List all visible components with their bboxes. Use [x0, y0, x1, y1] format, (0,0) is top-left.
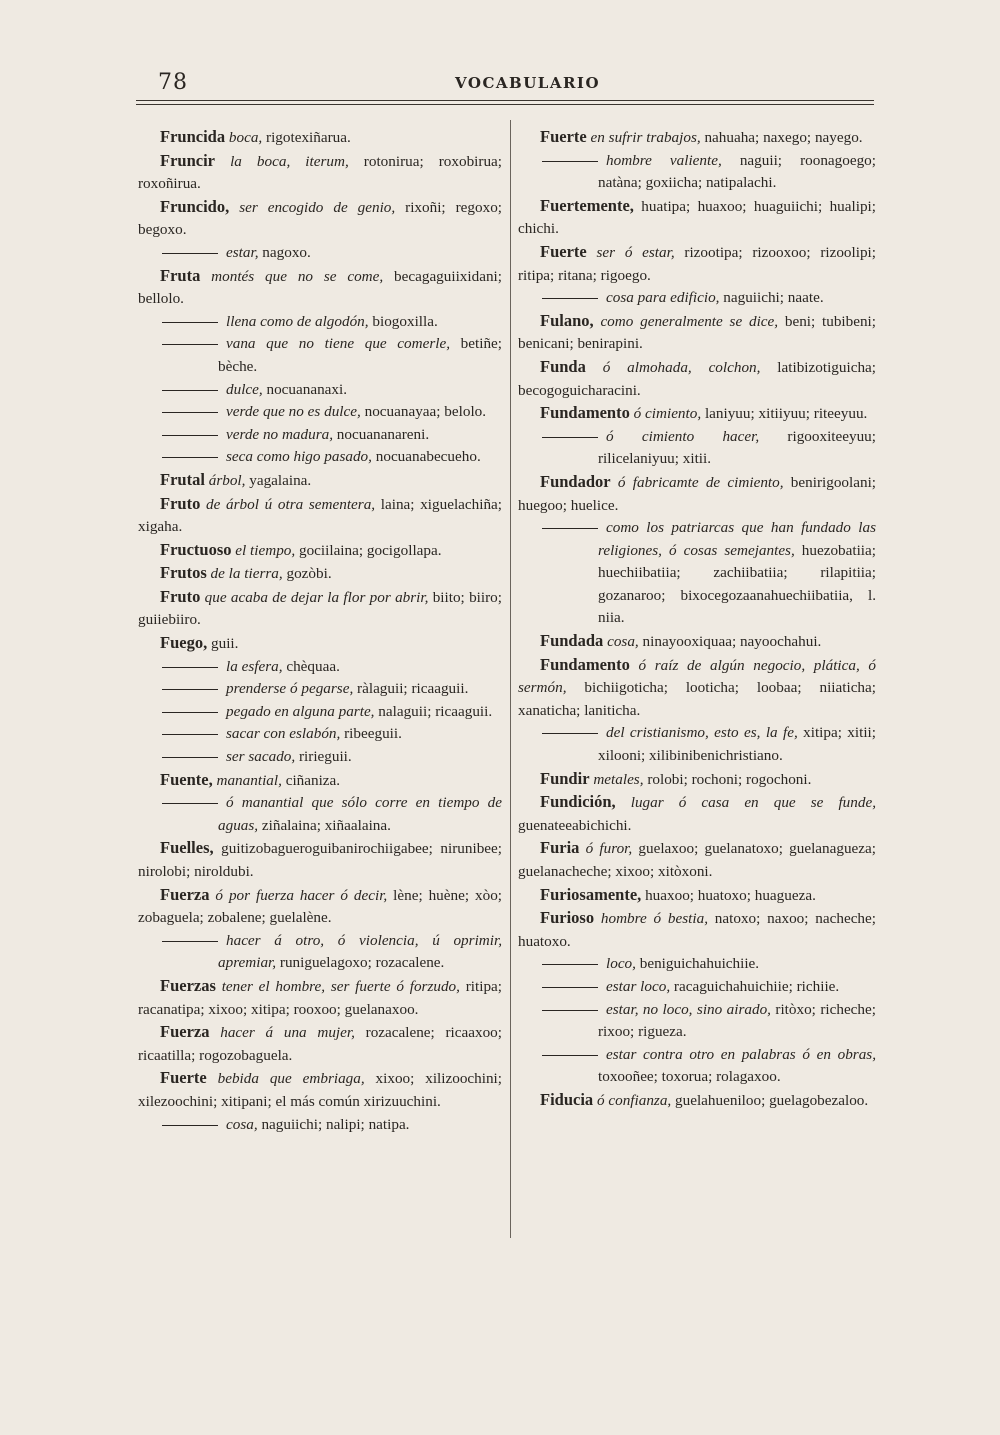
entry-translation: ritòxo; richeche; rixoo; rigueza. — [598, 1000, 876, 1041]
dictionary-entry — [518, 837, 876, 883]
entry-translation: biito; biiro; guiiebiiro. — [138, 588, 502, 629]
entry-headword: Furiosamente, — [540, 884, 642, 904]
entry-headword: Furioso — [540, 908, 595, 928]
dictionary-entry — [138, 769, 502, 793]
entry-translation: ribeeguii. — [340, 725, 402, 743]
entry-translation: nocuanayaa; belolo. — [360, 403, 487, 421]
entry-translation: rozacalene; ricaaxoo; ricaatilla; rogozobaguela. — [138, 1024, 502, 1064]
dictionary-subentry — [138, 746, 502, 769]
entry-headword: Fuente, — [160, 769, 213, 789]
entry-translation: becagaguiixidani; bellolo. — [138, 267, 502, 308]
repeat-dash — [162, 712, 218, 713]
entry-definition: seca como higo pasado, — [226, 448, 372, 466]
entry-headword: Fuerte — [540, 127, 587, 146]
page-header — [0, 0, 1000, 110]
entry-headword: Frutal — [160, 469, 205, 489]
entry-headword: Fuertemente, — [540, 195, 634, 215]
entry-translation: lène; huène; xòo; zobaguela; zobalene; guelalène. — [138, 886, 503, 927]
dictionary-subentry — [518, 999, 876, 1044]
dictionary-entry — [138, 265, 502, 311]
dictionary-subentry — [518, 287, 876, 310]
repeat-dash — [542, 437, 598, 438]
entry-translation: nalaguii; ricaaguii. — [374, 702, 493, 720]
entry-headword: Fuerza — [160, 884, 210, 904]
entry-headword: Fruncir — [160, 150, 215, 170]
entry-headword: Fuego, — [160, 633, 208, 653]
dictionary-subentry — [138, 379, 502, 402]
entry-definition: vana que no tiene que comerle, — [226, 335, 451, 353]
repeat-dash — [162, 344, 218, 345]
dictionary-entry — [138, 562, 502, 586]
dictionary-subentry — [518, 426, 876, 471]
entry-translation: latibizotiguicha; becogoguicharacini. — [518, 358, 876, 399]
repeat-dash — [162, 667, 218, 668]
dictionary-entry — [518, 1089, 876, 1113]
entry-translation: rizootipa; rizooxoo; rizoolipi; ritipa; ritana; rigoego. — [518, 243, 876, 284]
entry-definition: lugar ó casa en que se funde, — [630, 794, 876, 812]
dictionary-subentry — [138, 401, 502, 424]
repeat-dash — [542, 1010, 598, 1011]
dictionary-subentry — [138, 656, 502, 679]
entry-translation: naguiichi; naate. — [719, 289, 824, 307]
entry-translation: natoxo; naxoo; nacheche; huatoxo. — [518, 910, 876, 950]
entry-definition: el tiempo, — [235, 541, 296, 559]
entry-definition: hacer á otro, ó violencia, ú oprimir, apremiar, — [218, 931, 502, 972]
entry-definition: ó cimiento hacer, — [606, 427, 760, 445]
entry-definition: pegado en alguna parte, — [226, 702, 375, 720]
dictionary-subentry — [138, 333, 502, 378]
entry-headword: Fruto — [160, 586, 201, 606]
entry-definition: ó por fuerza hacer ó decir, — [215, 886, 388, 904]
entry-translation: gociilaina; gocigollapa. — [295, 541, 442, 559]
dictionary-entry — [138, 1067, 502, 1113]
dictionary-entry — [518, 768, 876, 792]
repeat-dash — [162, 941, 218, 942]
dictionary-subentry — [138, 311, 502, 334]
entry-translation: huaxoo; huatoxo; huagueza. — [645, 886, 816, 904]
entry-translation: ninayooxiquaa; nayoochahui. — [638, 633, 822, 651]
dictionary-entry — [138, 150, 502, 196]
entry-translation: bichiigoticha; looticha; loobaa; niiaticha; xanaticha; laniticha. — [518, 679, 876, 719]
entry-definition: tener el hombre, ser fuerte ó forzudo, — [221, 977, 460, 995]
dictionary-entry — [138, 837, 502, 883]
entry-definition: de la tierra, — [210, 565, 283, 583]
entry-definition: ó manantial que sólo corre en tiempo de aguas, — [218, 794, 502, 834]
entry-headword: Fundamento — [540, 403, 630, 423]
dictionary-entry — [138, 539, 502, 563]
dictionary-subentry — [518, 1044, 876, 1089]
repeat-dash — [542, 1055, 598, 1056]
dictionary-entry — [518, 884, 876, 908]
dictionary-entry — [138, 469, 502, 493]
entry-translation: guii. — [211, 635, 239, 653]
dictionary-subentry — [138, 930, 502, 975]
entry-definition: estar loco, — [606, 977, 671, 995]
entry-translation: guelahueniloo; guelagobezaloo. — [671, 1091, 869, 1109]
entry-translation: xitipa; xitii; xilooni; xilibinibenichristiano. — [598, 724, 876, 765]
entry-definition: ser ó estar, — [596, 243, 675, 261]
entry-definition: dulce, — [226, 380, 263, 398]
dictionary-subentry — [138, 723, 502, 746]
repeat-dash — [162, 390, 218, 391]
entry-definition: la boca, iterum, — [230, 152, 349, 170]
entry-translation: gozòbi. — [282, 565, 332, 583]
entry-translation: yagalaina. — [245, 471, 312, 489]
dictionary-entry — [138, 126, 502, 150]
entry-definition: como los patriarcas que han fundado las religiones, ó cosas semejantes, — [598, 519, 876, 559]
repeat-dash — [162, 322, 218, 323]
entry-definition: estar contra otro en palabras ó en obras, — [606, 1045, 876, 1063]
dictionary-subentry — [518, 722, 876, 767]
entry-definition: hombre valiente, — [606, 151, 722, 169]
entry-definition: estar, no loco, sino airado, — [606, 1000, 771, 1018]
entry-headword: Fuerza — [160, 1022, 210, 1042]
entry-headword: Fuerte — [160, 1068, 207, 1088]
entry-definition: estar, — [226, 243, 259, 261]
dictionary-entry — [518, 907, 876, 953]
dictionary-subentry — [138, 792, 502, 837]
entry-definition: montés que no se come, — [211, 267, 384, 285]
entry-definition: boca, — [228, 129, 263, 146]
entry-translation: rigotexiñarua. — [262, 129, 351, 146]
repeat-dash — [162, 435, 218, 436]
entry-headword: Fuerzas — [160, 975, 216, 995]
entry-definition: de árbol ú otra sementera, — [206, 495, 376, 513]
dictionary-subentry — [138, 1114, 502, 1137]
entry-definition: que acaba de dejar la flor por abrir, — [204, 588, 429, 606]
entry-headword: Fructuoso — [160, 539, 232, 559]
entry-translation: guitizobagueroguibanirochiigabee; nirunibee; nirolobi; niroldubi. — [138, 840, 502, 880]
entry-definition: del cristianismo, esto es, la fe, — [606, 724, 798, 742]
entry-translation: runiguelagoxo; rozacalene. — [276, 954, 445, 972]
repeat-dash — [542, 161, 598, 162]
repeat-dash — [162, 803, 218, 804]
entry-definition: llena como de algodón, — [226, 312, 369, 330]
entry-translation: beniguichahuichiie. — [635, 955, 760, 973]
entry-definition: bebida que embriaga, — [217, 1070, 365, 1088]
dictionary-entry — [518, 654, 876, 723]
entry-definition: loco, — [606, 955, 636, 973]
entry-translation: biogoxilla. — [368, 312, 438, 330]
entry-translation: benirigoolani; huegoo; huelice. — [518, 473, 877, 514]
entry-translation: naguii; roonagoego; natàna; goxiicha; natipalachi. — [598, 151, 876, 192]
repeat-dash — [162, 412, 218, 413]
entry-definition: ó confianza, — [596, 1091, 672, 1109]
page-number: 78 — [158, 70, 188, 95]
repeat-dash — [162, 1125, 218, 1126]
entry-headword: Fundamento — [540, 654, 630, 674]
dictionary-subentry — [518, 976, 876, 999]
entry-definition: hacer á una mujer, — [220, 1024, 355, 1042]
entry-translation: chèquaa. — [282, 657, 340, 675]
entry-definition: en sufrir trabajos, — [590, 129, 701, 146]
repeat-dash — [542, 987, 598, 988]
entry-definition: verde no madura, — [226, 425, 333, 443]
entry-headword: Fruncido, — [160, 196, 230, 216]
dictionary-entry — [518, 471, 876, 517]
entry-translation: nocuananaxi. — [262, 380, 348, 398]
dictionary-entry — [518, 402, 876, 426]
entry-headword: Fuerte — [540, 241, 587, 261]
entry-definition: cosa, — [607, 633, 639, 651]
entry-definition: hombre ó bestia, — [600, 910, 708, 928]
entry-definition: ó furor, — [585, 840, 633, 858]
dictionary-entry — [138, 196, 502, 242]
repeat-dash — [542, 298, 598, 299]
repeat-dash — [162, 689, 218, 690]
entry-translation: laniyuu; xitiiyuu; riteeyuu. — [701, 405, 868, 423]
entry-translation: naguiichi; nalipi; natipa. — [257, 1115, 410, 1133]
entry-translation: ziñalaina; xiñaalaina. — [258, 816, 391, 834]
repeat-dash — [162, 757, 218, 758]
dictionary-entry — [138, 586, 502, 632]
dictionary-subentry — [518, 517, 876, 630]
column-divider — [510, 120, 511, 1238]
entry-translation: ràlaguii; ricaaguii. — [353, 680, 469, 698]
entry-translation: racaguichahuichiie; richiie. — [670, 977, 840, 995]
entry-definition: como generalmente se dice, — [600, 312, 779, 330]
entry-translation: betiñe; bèche. — [218, 335, 503, 375]
entry-definition: ó fabricamte de cimiento, — [617, 473, 784, 491]
dictionary-subentry — [138, 678, 502, 701]
entry-definition: ó raíz de algún negocio, plática, ó sermón, — [518, 656, 877, 697]
entry-definition: árbol, — [208, 471, 246, 489]
entry-headword: Fulano, — [540, 310, 594, 330]
entry-translation: huezobatiia; huechiibatiia; zachiibatiia; rilapitiia; gozanaroo; bixocegozaanahuechiibatiia, l. niia. — [598, 541, 876, 627]
entry-translation: rixoñi; regoxo; begoxo. — [138, 198, 503, 239]
entry-headword: Fundador — [540, 471, 611, 491]
entry-definition: verde que no es dulce, — [226, 403, 361, 421]
entry-translation: guelaxoo; guelanatoxo; guelanagueza; guelanacheche; xixoo; xitòxoni. — [518, 840, 876, 880]
entry-definition: cosa para edificio, — [606, 289, 720, 307]
header-rule-secondary — [136, 104, 874, 105]
header-rule — [136, 100, 874, 101]
dictionary-entry — [518, 241, 876, 287]
repeat-dash — [542, 733, 598, 734]
dictionary-subentry — [138, 242, 502, 265]
entry-definition: ser sacado, — [226, 748, 296, 766]
entry-headword: Fundada — [540, 631, 604, 651]
entry-translation: rigooxiteeyuu; rilicelaniyuu; xitii. — [598, 427, 876, 468]
entry-translation: beni; tubibeni; benicani; benirapini. — [518, 312, 876, 353]
dictionary-entry — [138, 632, 502, 656]
running-head: VOCABULARIO — [455, 74, 601, 92]
dictionary-subentry — [518, 953, 876, 976]
entry-translation: ciñaniza. — [281, 771, 341, 789]
repeat-dash — [162, 457, 218, 458]
entry-headword: Fruta — [160, 265, 201, 285]
right-column — [518, 126, 876, 1113]
repeat-dash — [542, 964, 598, 965]
dictionary-subentry — [138, 446, 502, 469]
entry-headword: Fruto — [160, 493, 201, 513]
dictionary-entry — [518, 310, 876, 356]
entry-definition: ó cimiento, — [633, 405, 702, 423]
entry-translation: laina; xiguelachiña; xigaha. — [138, 495, 503, 536]
dictionary-entry — [518, 630, 876, 654]
dictionary-entry — [518, 195, 876, 241]
entry-translation: nocuanabecueho. — [371, 448, 481, 466]
dictionary-entry — [518, 126, 876, 150]
dictionary-entry — [518, 791, 876, 837]
entry-translation: rolobi; rochoni; rogochoni. — [643, 770, 812, 788]
entry-translation: toxooñee; toxorua; rolagaxoo. — [598, 1068, 781, 1086]
repeat-dash — [162, 253, 218, 254]
entry-headword: Fundir — [540, 768, 590, 788]
entry-headword: Furia — [540, 838, 580, 858]
dictionary-subentry — [518, 150, 876, 195]
entry-translation: rotonirua; roxobirua; roxoñirua. — [138, 152, 503, 193]
entry-definition: sacar con eslabón, — [226, 725, 341, 743]
entry-headword: Frutos — [160, 563, 207, 583]
entry-translation: nahuaha; naxego; nayego. — [700, 129, 863, 146]
repeat-dash — [162, 734, 218, 735]
dictionary-entry — [138, 884, 502, 930]
entry-headword: Fiducia — [540, 1089, 594, 1109]
entry-definition: manantial, — [216, 771, 282, 789]
entry-translation: ritipa; racanatipa; xixoo; xitipa; rooxoo; guelanaxoo. — [138, 977, 503, 1018]
dictionary-entry — [138, 1021, 502, 1067]
entry-translation: nagoxo. — [258, 243, 311, 261]
left-column — [138, 126, 502, 1136]
entry-translation: huatipa; huaxoo; huaguiichi; hualipi; chichi. — [518, 197, 876, 238]
entry-definition: cosa, — [226, 1115, 258, 1133]
entry-definition: la esfera, — [226, 657, 283, 675]
entry-translation: nocuananareni. — [333, 425, 430, 443]
entry-definition: metales, — [593, 770, 644, 788]
entry-translation: guenateeabichichi. — [518, 816, 632, 834]
dictionary-entry — [138, 493, 502, 539]
entry-definition: ó almohada, colchon, — [602, 358, 761, 376]
entry-definition: ser encogido de genio, — [239, 198, 396, 216]
repeat-dash — [542, 528, 598, 529]
entry-headword: Fundición, — [540, 792, 616, 812]
dictionary-subentry — [138, 701, 502, 724]
dictionary-subentry — [138, 424, 502, 447]
entry-headword: Fuelles, — [160, 838, 214, 858]
dictionary-entry — [138, 975, 502, 1021]
entry-headword: Funda — [540, 356, 586, 376]
entry-translation: xixoo; xilizoochini; xilezoochini; xitipani; el más común xirizuuchini. — [138, 1070, 502, 1110]
entry-headword: Fruncida — [160, 127, 226, 146]
entry-translation: ririeguii. — [295, 748, 352, 766]
entry-definition: prenderse ó pegarse, — [226, 680, 354, 698]
dictionary-entry — [518, 356, 876, 402]
